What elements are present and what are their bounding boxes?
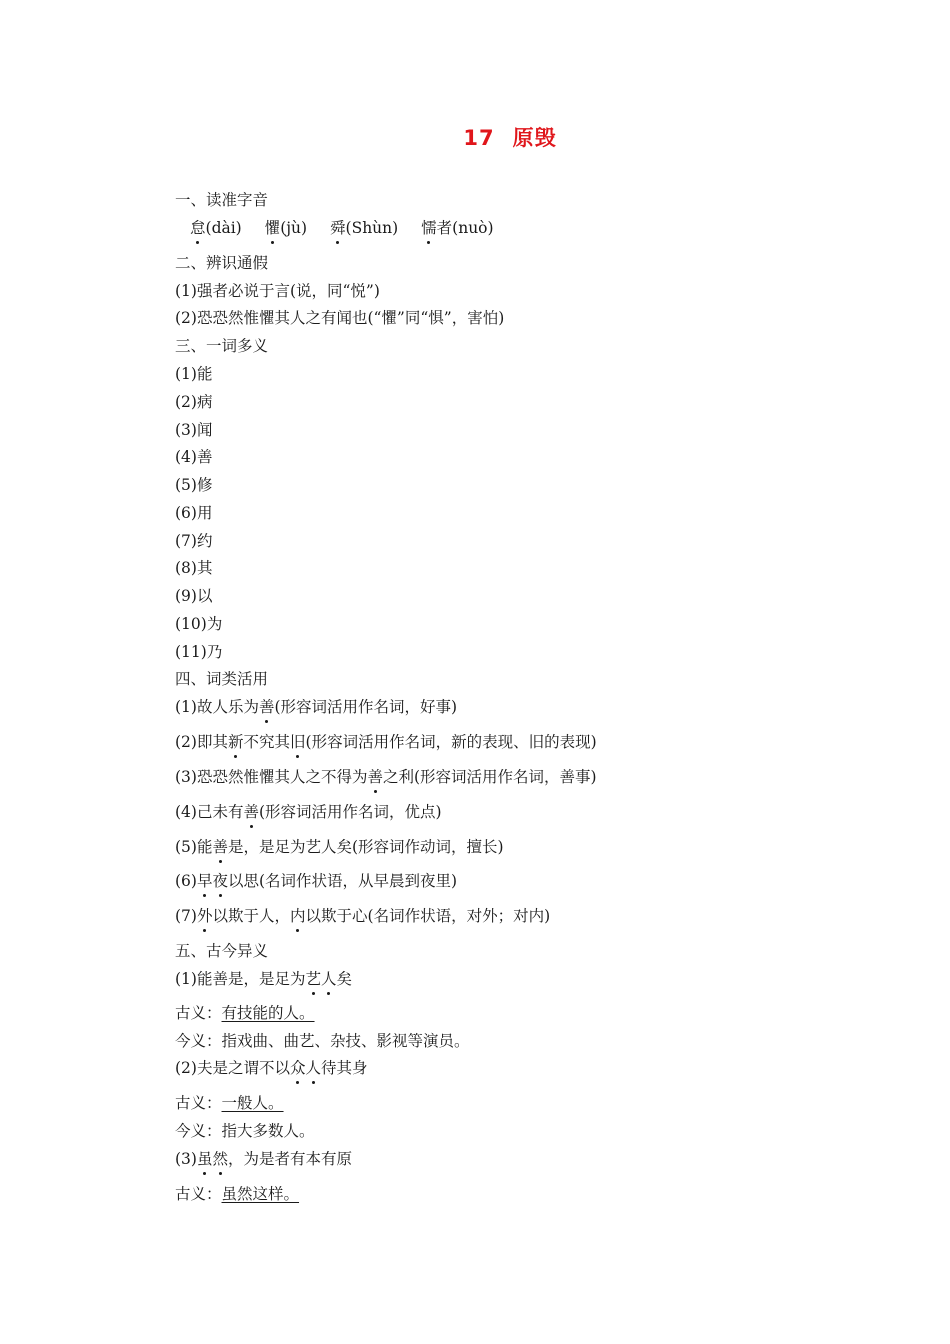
modern-meaning: 今义：指大多数人。 (175, 1122, 315, 1140)
answer-underline: 有技能的人。 (221, 1004, 315, 1022)
polysemy-item: (2)病 (175, 393, 213, 411)
modern-meaning: 今义：指戏曲、曲艺、杂技、影视等演员。 (175, 1032, 470, 1050)
answer-underline: 一般人。 (221, 1094, 284, 1112)
section-heading-loan-characters: 二、辨识通假 (175, 254, 269, 272)
pronunciation-item: 懼(jù) (264, 219, 308, 237)
ancient-modern-example: (3)虽然，为是者有本有原 (175, 1150, 353, 1168)
section-heading-ancient-modern: 五、古今异义 (175, 942, 269, 960)
loan-character-line: (2)恐恐然惟懼其人之有闻也(“懼”同“惧”，害怕) (175, 309, 505, 327)
word-class-line: (3)恐恐然惟懼其人之不得为善之利(形容词活用作名词，善事) (175, 768, 597, 786)
polysemy-item: (7)约 (175, 532, 213, 550)
pronunciation-item: 舜(Shùn) (330, 219, 399, 237)
lesson-number: 17 (463, 126, 495, 150)
word-class-line: (5)能善是，是足为艺人矣(形容词作动词，擅长) (175, 838, 504, 856)
polysemy-item: (11)乃 (175, 643, 223, 661)
polysemy-item: (4)善 (175, 448, 213, 466)
word-class-line: (4)己未有善(形容词活用作名词，优点) (175, 803, 442, 821)
polysemy-item: (5)修 (175, 476, 213, 494)
polysemy-item: (3)闻 (175, 421, 213, 439)
section-heading-pronunciation: 一、读准字音 (175, 191, 269, 209)
lesson-title (0, 122, 950, 152)
polysemy-item: (1)能 (175, 365, 213, 383)
polysemy-item: (8)其 (175, 559, 213, 577)
pronunciation-list (190, 218, 512, 238)
section-heading-word-class: 四、词类活用 (175, 670, 269, 688)
ancient-meaning: 古义：有技能的人。 (175, 1004, 315, 1022)
answer-underline: 虽然这样。 (221, 1185, 300, 1203)
polysemy-item: (9)以 (175, 587, 213, 605)
loan-character-line: (1)强者必说于言(说，同“悦”) (175, 282, 380, 300)
section-heading-polysemy: 三、一词多义 (175, 337, 269, 355)
word-class-line: (2)即其新不究其旧(形容词活用作名词，新的表现、旧的表现) (175, 733, 597, 751)
pronunciation-item: 懦者(nuò) (421, 219, 494, 237)
ancient-modern-example: (2)夫是之谓不以众人待其身 (175, 1059, 368, 1077)
lesson-name: 原毁 (512, 126, 557, 150)
polysemy-item: (10)为 (175, 615, 223, 633)
word-class-line: (6)早夜以思(名词作状语，从早晨到夜里) (175, 872, 458, 890)
word-class-line: (7)外以欺于人，内以欺于心(名词作状语，对外；对内) (175, 907, 551, 925)
ancient-modern-example: (1)能善是，是足为艺人矣 (175, 970, 353, 988)
word-class-line: (1)故人乐为善(形容词活用作名词，好事) (175, 698, 458, 716)
ancient-meaning: 古义：一般人。 (175, 1094, 284, 1112)
polysemy-item: (6)用 (175, 504, 213, 522)
ancient-meaning: 古义：虽然这样。 (175, 1185, 300, 1203)
pronunciation-item: 怠(dài) (190, 219, 242, 237)
